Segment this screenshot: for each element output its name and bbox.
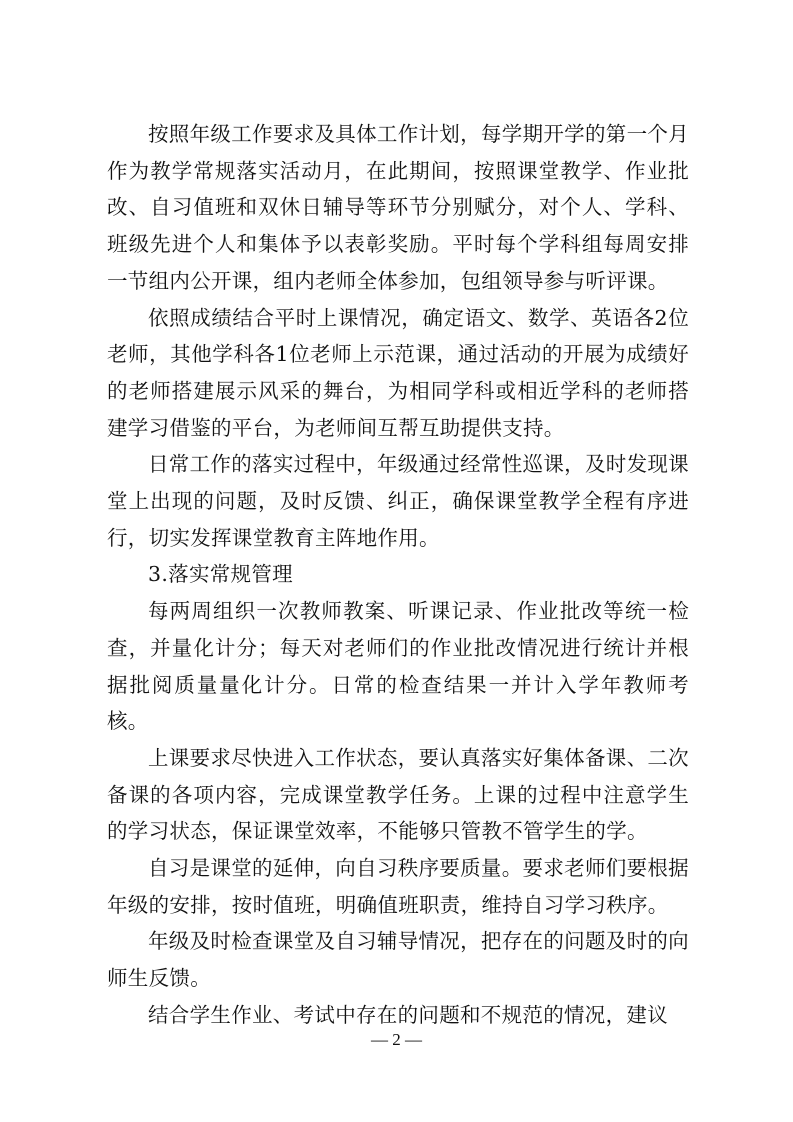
document-body <box>107 116 689 1034</box>
paragraph-suggestion: 结合学生作业、考试中存在的问题和不规范的情况，建议 <box>148 1002 668 1027</box>
paragraph-weekly-open-class: 按照年级工作要求及具体工作计划，每学期开学的第一个月作为教学常规落实活动月，在此期间，按照课堂教学、作业批改、自习值班和双休日辅导等环节分别赋分，对个人、学科、班级先进个人和集体予以表彰奖励。平时每个学科组每周安排一节组内公开课，组内老师全体参加，包组领导参与听评课。 <box>107 122 689 293</box>
paragraph-class-patrol: 日常工作的落实过程中，年级通过经常性巡课，及时发现课堂上出现的问题，及时反馈、纠正，确保课堂教学全程有序进行，切实发挥课堂教育主阵地作用。 <box>107 452 689 550</box>
paragraph-demonstration-class: 依照成绩结合平时上课情况，确定语文、数学、英语各2位老师，其他学科各1位老师上示范课，通过活动的开展为成绩好的老师搭建展示风采的舞台，为相同学科或相近学科的老师搭建学习借鉴的平台，为老师间互帮互助提供支持。 <box>107 305 689 440</box>
page-number: — 2 — <box>371 1030 422 1049</box>
paragraph-class-requirements: 上课要求尽快进入工作状态，要认真落实好集体备课、二次备课的各项内容，完成课堂教学任务。上课的过程中注意学生的学习状态，保证课堂效率，不能够只管教不管学生的学。 <box>107 745 689 844</box>
paragraph-self-study: 自习是课堂的延伸，向自习秩序要质量。要求老师们要根据年级的安排，按时值班，明确值班职责，维持自习学习秩序。 <box>107 856 689 917</box>
paragraph-feedback: 年级及时检查课堂及自习辅导情况，把存在的问题及时的向师生反馈。 <box>107 929 689 991</box>
paragraph-inspection: 每两周组织一次教师教案、听课记录、作业批改等统一检查，并量化计分；每天对老师们的作业批改情况进行统计并根据批阅质量量化计分。日常的检查结果一并计入学年教师考核。 <box>107 599 689 734</box>
section-heading-routine-management: 3.落实常规管理 <box>148 562 293 587</box>
